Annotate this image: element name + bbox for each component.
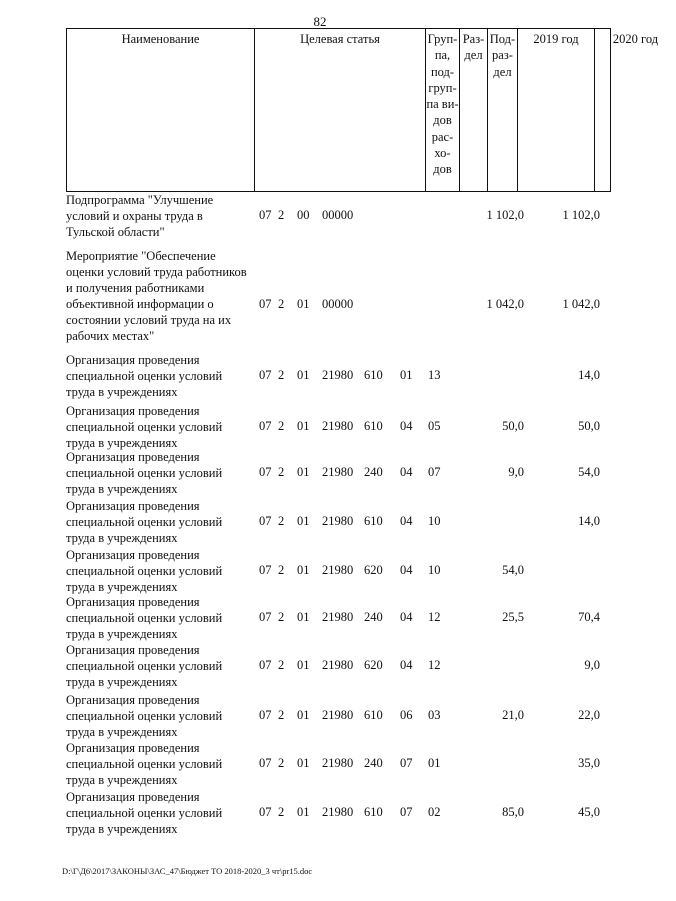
target-article-direction: 21980 [322,368,354,382]
amount-2019-cell: 25,5 [502,610,524,624]
header-line: 2020 год [612,32,659,46]
row-name-line: Организация проведения [66,404,200,418]
row-name [66,403,256,451]
target-article-event: 01 [297,805,310,819]
target-article-program: 07 [259,297,272,311]
file-path-footer: D:\Г\Д6\2017\ЗАКОНЫ\ЗАС_47\Бюджет ТО 2018-2020_3 чт\pr15.doc [62,866,313,876]
amount-2020-cell: 50,0 [578,419,600,433]
expense-group-cell: 610 [364,419,383,433]
amount-2020-cell: 35,0 [578,756,600,770]
header-line: дов [433,113,452,128]
target-article-direction: 21980 [322,465,354,479]
expense-group-cell: 620 [364,658,383,672]
row-name [66,498,256,546]
header-line: Раз- [462,32,485,46]
expense-group-cell: 240 [364,610,383,624]
header-line: рас- [431,129,454,144]
target-article-program: 07 [259,465,272,479]
target-article-event: 01 [297,465,310,479]
row-name [66,192,256,240]
amount-2019-cell: 54,0 [502,563,524,577]
subsection-cell: 12 [428,610,441,624]
header-year-2020 [595,29,676,191]
row-name-line: специальной оценки условий [66,420,223,434]
target-article-direction: 21980 [322,514,354,528]
row-name-line: труда в учреждениях [66,531,178,545]
target-article-program: 07 [259,708,272,722]
target-article-program: 07 [259,368,272,382]
amount-2019-cell: 1 042,0 [486,297,524,311]
row-name-line: состоянии условий труда на их [66,313,232,327]
amount-2020-cell: 1 042,0 [562,297,600,311]
target-article-program: 07 [259,514,272,528]
row-name-line: условий и охраны труда в [66,209,203,223]
target-article-subprogram: 2 [278,514,285,528]
section-cell: 04 [400,563,413,577]
amount-2020-cell: 70,4 [578,610,600,624]
target-article-direction: 21980 [322,708,354,722]
row-name-line: Подпрограмма "Улучшение [66,193,214,207]
row-name [66,692,256,740]
target-article-event: 01 [297,297,310,311]
row-name-line: специальной оценки условий [66,757,223,771]
row-name-line: специальной оценки условий [66,466,223,480]
row-name-line: труда в учреждениях [66,725,178,739]
row-name-line: труда в учреждениях [66,580,178,594]
target-article-subprogram: 2 [278,368,285,382]
header-line: Наименование [121,32,200,46]
target-article-program: 07 [259,419,272,433]
target-article-event: 01 [297,610,310,624]
row-name [66,449,256,497]
target-article-event: 01 [297,756,310,770]
expense-group-cell: 620 [364,563,383,577]
row-name-line: Организация проведения [66,353,200,367]
row-name-line: Организация проведения [66,643,200,657]
amount-2020-cell: 45,0 [578,805,600,819]
amount-2019-cell: 1 102,0 [486,208,524,222]
header-line: Целевая статья [300,32,380,46]
row-name-line: Организация проведения [66,450,200,464]
target-article-subprogram: 2 [278,610,285,624]
row-name-line: специальной оценки условий [66,611,223,625]
header-line: груп- [428,80,457,95]
section-cell: 04 [400,419,413,433]
target-article-program: 07 [259,610,272,624]
row-name [66,642,256,690]
row-name [66,352,256,400]
target-article-direction: 00000 [322,208,354,222]
section-cell: 06 [400,708,413,722]
header-target-article [255,29,426,191]
row-name-line: объективной информации о [66,297,214,311]
subsection-cell: 02 [428,805,441,819]
row-name-line: труда в учреждениях [66,482,178,496]
target-article-event: 01 [297,368,310,382]
expense-group-cell: 610 [364,514,383,528]
expense-group-cell: 610 [364,708,383,722]
header-line: Груп- [427,32,458,46]
subsection-cell: 10 [428,514,441,528]
target-article-direction: 21980 [322,563,354,577]
row-name [66,740,256,788]
row-name-line: специальной оценки условий [66,515,223,529]
target-article-subprogram: 2 [278,419,285,433]
amount-2020-cell: 54,0 [578,465,600,479]
expense-group-cell: 240 [364,756,383,770]
header-line: па, [434,48,451,63]
row-name-line: Мероприятие "Обеспечение [66,249,216,263]
row-name-line: специальной оценки условий [66,369,223,383]
section-cell: 04 [400,465,413,479]
amount-2020-cell: 22,0 [578,708,600,722]
target-article-direction: 21980 [322,756,354,770]
amount-2020-cell: 9,0 [584,658,600,672]
target-article-subprogram: 2 [278,805,285,819]
amount-2019-cell: 9,0 [508,465,524,479]
subsection-cell: 13 [428,368,441,382]
subsection-cell: 01 [428,756,441,770]
target-article-program: 07 [259,208,272,222]
header-expense-group [426,29,460,191]
target-article-subprogram: 2 [278,658,285,672]
row-name-line: Организация проведения [66,548,200,562]
header-name [67,29,255,191]
row-name-line: специальной оценки условий [66,659,223,673]
target-article-subprogram: 2 [278,465,285,479]
row-name-line: Организация проведения [66,790,200,804]
row-name [66,547,256,595]
row-name [66,789,256,837]
amount-2019-cell: 85,0 [502,805,524,819]
amount-2020-cell: 1 102,0 [562,208,600,222]
section-cell: 01 [400,368,413,382]
header-line: па ви- [426,97,459,112]
target-article-direction: 00000 [322,297,354,311]
target-article-subprogram: 2 [278,563,285,577]
target-article-subprogram: 2 [278,208,285,222]
target-article-event: 01 [297,658,310,672]
target-article-direction: 21980 [322,610,354,624]
header-line: 2019 год [533,32,579,46]
header-line: Под- [489,32,516,46]
row-name-line: труда в учреждениях [66,822,178,836]
header-line: дел [493,64,512,79]
header-section [460,29,488,191]
target-article-event: 01 [297,419,310,433]
row-name-line: специальной оценки условий [66,564,223,578]
row-name-line: Организация проведения [66,595,200,609]
row-name-line: Организация проведения [66,499,200,513]
header-subsection [488,29,518,191]
row-name-line: специальной оценки условий [66,709,223,723]
header-line: дов [433,162,452,177]
header-line: под- [430,64,455,79]
row-name-line: труда в учреждениях [66,773,178,787]
subsection-cell: 07 [428,465,441,479]
target-article-program: 07 [259,563,272,577]
amount-2020-cell: 14,0 [578,368,600,382]
row-name-line: труда в учреждениях [66,436,178,450]
target-article-subprogram: 2 [278,297,285,311]
target-article-subprogram: 2 [278,756,285,770]
target-article-subprogram: 2 [278,708,285,722]
expense-group-cell: 610 [364,368,383,382]
header-year-2019 [518,29,595,191]
target-article-program: 07 [259,658,272,672]
target-article-direction: 21980 [322,805,354,819]
row-name [66,594,256,642]
row-name-line: и получения работниками [66,281,205,295]
amount-2019-cell: 21,0 [502,708,524,722]
amount-2020-cell: 14,0 [578,514,600,528]
subsection-cell: 12 [428,658,441,672]
row-name-line: Организация проведения [66,741,200,755]
header-line: дел [464,48,483,63]
row-name-line: труда в учреждениях [66,675,178,689]
subsection-cell: 05 [428,419,441,433]
header-line: хо- [434,146,451,161]
target-article-event: 01 [297,563,310,577]
section-cell: 04 [400,610,413,624]
row-name-line: труда в учреждениях [66,385,178,399]
expense-group-cell: 610 [364,805,383,819]
row-name [66,248,256,344]
header-line: раз- [492,48,513,63]
section-cell: 07 [400,805,413,819]
expense-group-cell: 240 [364,465,383,479]
section-cell: 04 [400,514,413,528]
row-name-line: специальной оценки условий [66,806,223,820]
page-number: 82 [313,14,327,29]
target-article-event: 01 [297,514,310,528]
row-name-line: рабочих местах" [66,329,155,343]
row-name-line: оценки условий труда работников [66,265,247,279]
target-article-event: 00 [297,208,310,222]
target-article-event: 01 [297,708,310,722]
target-article-direction: 21980 [322,658,354,672]
row-name-line: Организация проведения [66,693,200,707]
target-article-program: 07 [259,805,272,819]
amount-2019-cell: 50,0 [502,419,524,433]
section-cell: 04 [400,658,413,672]
row-name-line: Тульской области" [66,225,165,239]
row-name-line: труда в учреждениях [66,627,178,641]
subsection-cell: 10 [428,563,441,577]
subsection-cell: 03 [428,708,441,722]
target-article-program: 07 [259,756,272,770]
target-article-direction: 21980 [322,419,354,433]
table-header [66,28,659,192]
section-cell: 07 [400,756,413,770]
